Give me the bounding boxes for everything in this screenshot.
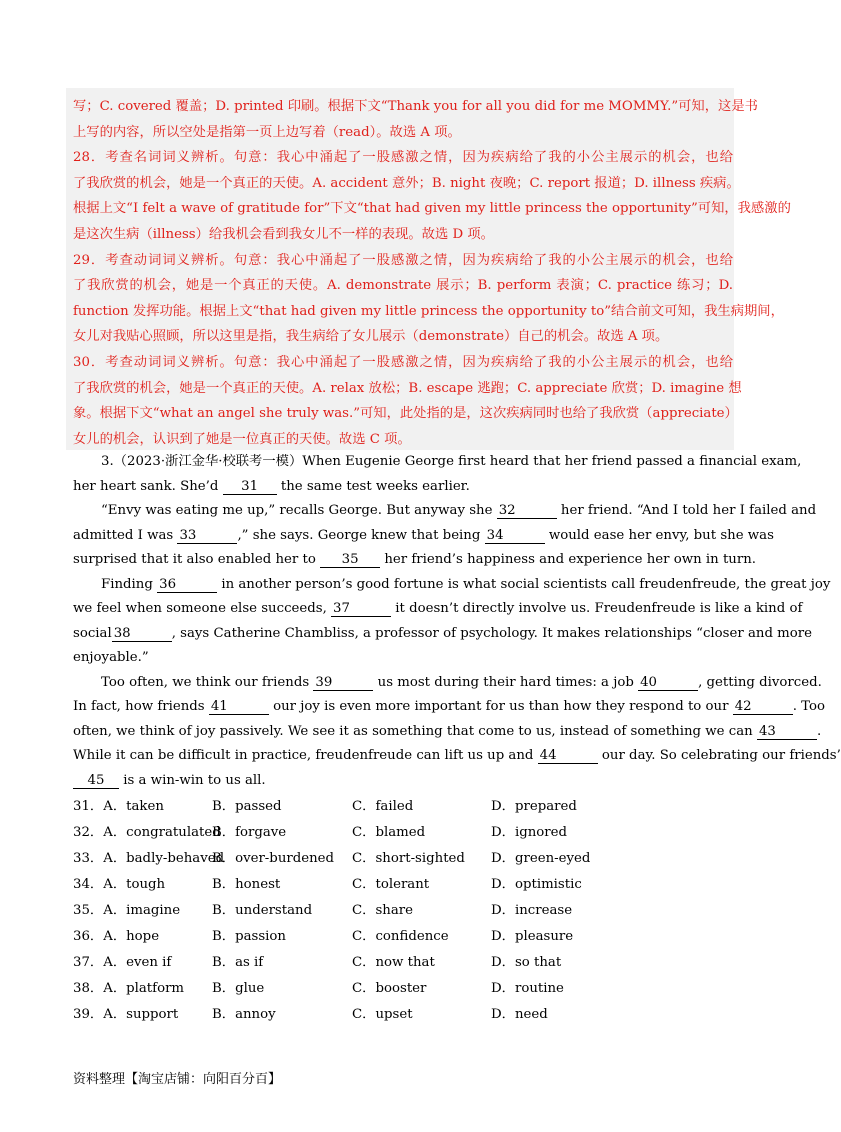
blank-37[interactable]: 37 bbox=[331, 601, 391, 617]
answer-line: 象。根据下文“what an angel she truly was.”可知，此处指的是，这次疾病同时也给了我欣赏（appreciate） bbox=[73, 406, 738, 422]
option-d[interactable]: D．so that bbox=[491, 955, 562, 970]
option-row-32 bbox=[73, 820, 733, 846]
passage-line: enjoyable.” bbox=[73, 650, 149, 665]
option-row-33 bbox=[73, 846, 733, 872]
question-number: 37． bbox=[73, 955, 104, 970]
option-b[interactable]: B．annoy bbox=[212, 1007, 276, 1022]
option-d[interactable]: D．routine bbox=[491, 981, 564, 996]
passage-line: often, we think of joy passively. We see it as something that come to us, instead of something we can 43 . bbox=[73, 723, 822, 739]
blank-31[interactable]: 31 bbox=[223, 479, 277, 495]
option-a[interactable]: A．tough bbox=[103, 877, 166, 892]
passage-line: Finding 36 in another person’s good fortune is what social scientists call freudenfreude, the great joy bbox=[101, 576, 831, 592]
option-b[interactable]: B．forgave bbox=[212, 825, 287, 840]
answer-explanation-text bbox=[73, 94, 791, 452]
blank-34[interactable]: 34 bbox=[485, 528, 545, 544]
blank-40[interactable]: 40 bbox=[638, 675, 698, 691]
option-c[interactable]: C．short-sighted bbox=[352, 851, 465, 866]
option-b[interactable]: B．as if bbox=[212, 955, 264, 970]
option-a[interactable]: A．badly-behaved bbox=[103, 851, 225, 866]
answer-options bbox=[73, 794, 733, 1028]
page-footer: 资料整理【淘宝店铺：向阳百分百】 bbox=[73, 1072, 282, 1087]
option-b[interactable]: B．passion bbox=[212, 929, 286, 944]
option-a[interactable]: A．imagine bbox=[103, 903, 181, 918]
option-row-34 bbox=[73, 872, 733, 898]
passage-line: “Envy was eating me up,” recalls George. But anyway she 32 her friend. “And I told her I failed and bbox=[101, 503, 817, 518]
answer-line: 根据上文“I felt a wave of gratitude for”下文“that had given my little princess the opportunity”可知，我感激的 bbox=[73, 201, 791, 217]
answer-line: 28．考查名词词义辨析。句意：我心中涌起了一股感激之情，因为疾病给了我的小公主展示的机会，也给 bbox=[73, 150, 733, 166]
passage-line: her heart sank. She’d 31 the same test weeks earlier. bbox=[73, 478, 470, 494]
option-a[interactable]: A．support bbox=[103, 1007, 179, 1022]
option-row-39 bbox=[73, 1002, 733, 1028]
option-b[interactable]: B．understand bbox=[212, 903, 313, 918]
blank-42[interactable]: 42 bbox=[733, 699, 793, 715]
option-b[interactable]: B．passed bbox=[212, 799, 282, 814]
option-row-35 bbox=[73, 898, 733, 924]
option-d[interactable]: D．ignored bbox=[491, 825, 568, 840]
question-number: 32． bbox=[73, 825, 104, 840]
option-c[interactable]: C．share bbox=[352, 903, 414, 918]
answer-line: 29．考查动词词义辨析。句意：我心中涌起了一股感激之情，因为疾病给了我的小公主展示的机会，也给 bbox=[73, 252, 733, 268]
option-d[interactable]: D．prepared bbox=[491, 799, 577, 814]
answer-line: 女儿对我贴心照顾，所以这里是指，我生病给了女儿展示（demonstrate）自己的机会。故选 A 项。 bbox=[73, 329, 669, 345]
option-d[interactable]: D．optimistic bbox=[491, 877, 582, 892]
passage-line: Too often, we think our friends 39 us most during their hard times: a job 40 , getting divorced. bbox=[101, 674, 822, 690]
question-number: 33． bbox=[73, 851, 104, 866]
blank-33[interactable]: 33 bbox=[177, 528, 237, 544]
option-a[interactable]: A．even if bbox=[103, 955, 172, 970]
option-d[interactable]: D．increase bbox=[491, 903, 573, 918]
passage-line: we feel when someone else succeeds, 37 it doesn’t directly involve us. Freudenfreude is like a kind of bbox=[73, 601, 803, 616]
option-d[interactable]: D．green-eyed bbox=[491, 851, 591, 866]
question-number: 35． bbox=[73, 903, 104, 918]
option-b[interactable]: B．honest bbox=[212, 877, 281, 892]
blank-38[interactable]: 38 bbox=[112, 626, 172, 642]
blank-43[interactable]: 43 bbox=[757, 724, 817, 740]
passage-line: surprised that it also enabled her to 35 her friend’s happiness and experience her own in turn. bbox=[73, 552, 757, 567]
option-c[interactable]: C．now that bbox=[352, 955, 435, 970]
option-c[interactable]: C．booster bbox=[352, 981, 427, 996]
option-a[interactable]: A．platform bbox=[103, 981, 185, 996]
passage-line: 45 is a win-win to us all. bbox=[73, 769, 728, 794]
blank-39[interactable]: 39 bbox=[313, 675, 373, 691]
answer-line: 写；C. covered 覆盖；D. printed 印刷。根据下文“Thank you for all you did for me MOMMY.”可知，这是书 bbox=[73, 99, 758, 114]
question-number: 34． bbox=[73, 877, 104, 892]
option-row-36 bbox=[73, 924, 733, 950]
passage-line: While it can be difficult in practice, freudenfreude can lift us up and 44 our day. So celebrating our friends’ bbox=[73, 748, 841, 763]
option-b[interactable]: B．over-burdened bbox=[212, 851, 335, 866]
option-c[interactable]: C．tolerant bbox=[352, 877, 430, 892]
blank-35[interactable]: 35 bbox=[320, 552, 380, 568]
passage-line: admitted I was 33 ,” she says. George knew that being 34 would ease her envy, but she was bbox=[73, 527, 774, 543]
option-a[interactable]: A．congratulated bbox=[103, 825, 221, 840]
option-a[interactable]: A．hope bbox=[103, 929, 160, 944]
answer-line: 30．考查动词词义辨析。句意：我心中涌起了一股感激之情，因为疾病给了我的小公主展示的机会，也给 bbox=[73, 354, 733, 370]
option-c[interactable]: C．blamed bbox=[352, 825, 426, 840]
option-b[interactable]: B．glue bbox=[212, 981, 265, 996]
question-number: 36． bbox=[73, 929, 104, 944]
option-row-38 bbox=[73, 976, 733, 1002]
blank-45[interactable]: 45 bbox=[73, 773, 119, 789]
option-d[interactable]: D．need bbox=[491, 1007, 548, 1022]
blank-32[interactable]: 32 bbox=[497, 503, 557, 519]
blank-36[interactable]: 36 bbox=[157, 577, 217, 593]
question-number: 39． bbox=[73, 1007, 104, 1022]
passage-line: 3.（2023·浙江金华·校联考一模）When Eugenie George first heard that her friend passed a financial exam, bbox=[101, 454, 802, 469]
option-a[interactable]: A．taken bbox=[103, 799, 164, 814]
question-number: 31． bbox=[73, 799, 104, 814]
option-d[interactable]: D．pleasure bbox=[491, 929, 574, 944]
option-row-31 bbox=[73, 794, 733, 820]
question-number: 38． bbox=[73, 981, 104, 996]
answer-line: 了我欣赏的机会，她是一个真正的天使。A. relax 放松；B. escape 逃跑；C. appreciate 欣赏；D. imagine 想 bbox=[73, 380, 742, 396]
option-c[interactable]: C．upset bbox=[352, 1007, 413, 1022]
answer-line: 了我欣赏的机会，她是一个真正的天使。A. demonstrate 展示；B. perform 表演；C. practice 练习；D. bbox=[73, 278, 733, 294]
answer-line: 女儿的机会，认识到了她是一位真正的天使。故选 C 项。 bbox=[73, 431, 411, 447]
answer-line: function 发挥功能。根据上文“that had given my little princess the opportunity to”结合前文可知，我生病期间， bbox=[73, 303, 784, 319]
option-row-37 bbox=[73, 950, 733, 976]
passage-line: In fact, how friends 41 our joy is even more important for us than how they respond to our 42 . Too bbox=[73, 699, 825, 714]
passage-line: social 38 , says Catherine Chambliss, a professor of psychology. It makes relationships “closer and more bbox=[73, 625, 813, 641]
blank-41[interactable]: 41 bbox=[209, 699, 269, 715]
answer-line: 上写的内容，所以空处是指第一页上边写着（read）。故选 A 项。 bbox=[73, 124, 461, 140]
cloze-passage bbox=[73, 450, 841, 793]
blank-44[interactable]: 44 bbox=[538, 748, 598, 764]
option-c[interactable]: C．confidence bbox=[352, 929, 449, 944]
answer-line: 了我欣赏的机会，她是一个真正的天使。A. accident 意外；B. night 夜晚；C. report 报道；D. illness 疾病。 bbox=[73, 175, 740, 191]
answer-line: 是这次生病（illness）给我机会看到我女儿不一样的表现。故选 D 项。 bbox=[73, 226, 494, 242]
option-c[interactable]: C．failed bbox=[352, 799, 414, 814]
